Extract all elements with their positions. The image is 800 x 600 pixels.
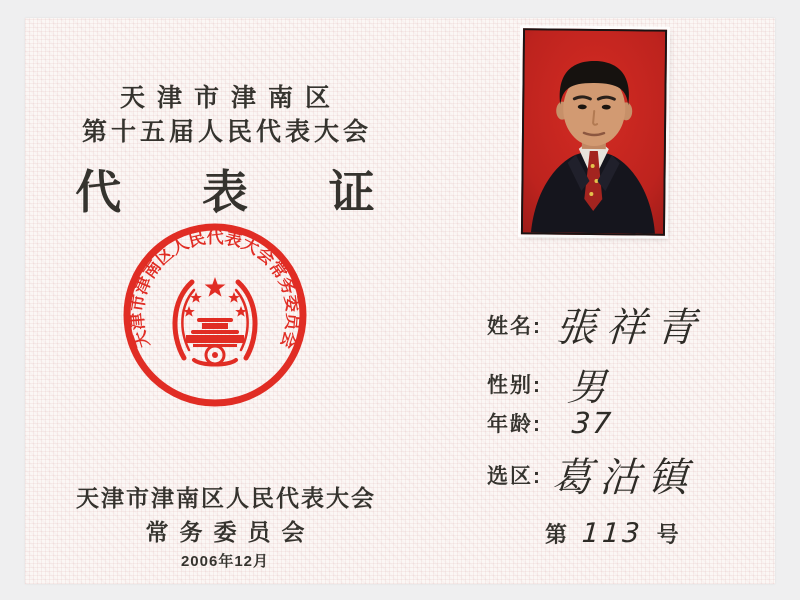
issue-date-text: 2006年12月 [180,553,270,570]
gender-label: 性别: [487,373,542,397]
national-emblem-icon [175,277,255,365]
gender-value: 男 [566,365,608,409]
footer-committee-line [25,514,425,547]
certificate-card [25,18,775,584]
field-name [487,296,706,353]
official-seal [122,222,308,408]
district-label: 选区: [487,464,542,488]
portrait-photo-graphic [523,30,665,233]
serial-number: 113 [580,518,644,549]
serial-suffix: 号 [656,522,680,547]
footer-line2-text: 常务委员会 [145,519,316,545]
header-congress-line [25,112,425,148]
certificate-title-text: 代 表 证 [75,166,409,218]
seal-ring-text: 天津市津南区人民代表大会常务委员会 [127,227,303,351]
name-value: 張祥青 [554,305,708,351]
certificate-title [25,156,425,222]
serial-prefix: 第 [545,522,569,547]
field-gender [487,356,606,411]
age-label: 年龄: [487,413,542,436]
official-seal-graphic [122,222,308,408]
district-value: 葛沽镇 [550,455,698,501]
footer-congress-line [25,480,425,513]
header-line1-text: 天津市津南区 [119,84,342,112]
name-label: 姓名: [487,314,542,338]
serial-number-row [545,518,680,549]
issue-date [25,550,425,571]
header-line2-text: 第十五届人民代表大会 [81,118,372,146]
header-region-line [25,78,425,114]
field-district [487,446,696,503]
footer-line1-text: 天津市津南区人民代表大会 [76,485,376,511]
field-age [487,406,613,440]
age-value: 37 [570,406,615,440]
portrait-photo [521,28,667,235]
